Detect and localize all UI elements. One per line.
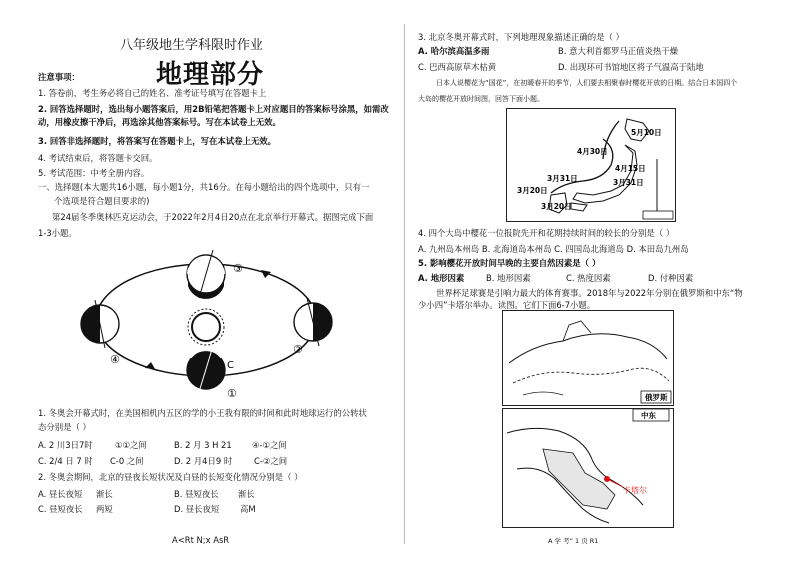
q1-option-a2: ①①之间	[115, 440, 147, 450]
q2-option-a2: 渐长	[96, 489, 113, 499]
earth-orbit-diagram	[75, 242, 355, 400]
passage-japan: 日本人说樱花为“国花”，在初暖春开的季节，人们要去相聚春时樱花开放的日期。结合日本国四个	[436, 79, 738, 87]
q3-option-b: B. 意大利首都罗马正值炎热干燥	[558, 46, 678, 56]
earth-right	[294, 298, 332, 346]
q1-option-d: D. 2 月4日9 时	[174, 456, 233, 466]
question-2: 2. 冬奥会期间，北京的昼夜长短状况及白昼的长短变化情况分别是（ ）	[38, 472, 303, 482]
passage-worldcup-cont: 少小四”卡塔尔举办。读图。它们下面6-7小题。	[418, 300, 596, 310]
q2-option-c: C. 昼短夜长	[38, 504, 83, 514]
russia-label: 俄罗斯	[645, 393, 668, 402]
isoline-label: 3月20日	[517, 186, 548, 195]
q2-option-c2: 两短	[96, 504, 113, 514]
isoline-label: 3月20日	[541, 202, 572, 211]
sun	[192, 313, 220, 341]
q1-option-d2: C-②之间	[254, 456, 288, 466]
q1-option-c: C. 2/4 日 7 时	[38, 456, 93, 466]
question-1: 1. 冬奥会开幕式时，在美国相机内五区的学的小王我有限的时间和此时地球运行的公转状	[38, 408, 367, 418]
mideast-label: 中东	[641, 411, 656, 420]
russia-map	[502, 310, 674, 406]
earth-bottom	[187, 346, 225, 392]
isoline-label: 5月10日	[631, 128, 662, 137]
orbit-arrow	[145, 362, 155, 369]
earth-left	[81, 300, 119, 348]
isoline-label: 3月31日	[613, 178, 644, 187]
middle-east-map	[502, 408, 674, 528]
q3-option-a: A. 哈尔滨高温多雨	[418, 46, 490, 56]
page-title: 地理部分	[156, 60, 265, 90]
earth-top	[187, 250, 225, 299]
orbit-label-3: ③	[233, 262, 243, 275]
section-heading: 一、选择题(本大题共16小题，每小题1分，共16分。在每小题给出的四个选项中，只有一	[38, 182, 370, 192]
passage-japan-cont: 大岛的樱花开放时间图，回答下面小题。	[418, 95, 544, 103]
orbit-label-1: ①	[227, 387, 237, 400]
question-3: 3. 北京冬奥开幕式时，下列地理现象描述正确的是（ ）	[418, 32, 624, 42]
qatar-label: 卡塔尔	[623, 486, 647, 495]
note-1: 1. 答卷前，考生务必将自己的姓名、准考证号填写在答题卡上	[38, 88, 267, 98]
header-subtitle: 八年级地生学科限时作业	[120, 38, 264, 53]
note-4: 4. 考试结束后，将答题卡交回。	[38, 153, 158, 163]
passage-worldcup: 世界杯足球赛是引响力最大的体育赛事。2018年与2022年分别在俄罗斯和中东“物	[436, 288, 743, 298]
page-footer-left: A<Rt N;x AsR	[172, 535, 230, 545]
note-2: 2. 回答选择题时，选出每小题答案后，用2B铅笔把答题卡上对应题目的答案标号涂黑，如需改	[38, 104, 389, 114]
intro-text-cont: 1-3小题。	[38, 228, 77, 238]
q1-option-b2: ④-①之间	[252, 440, 287, 450]
intro-text: 第24届冬季奥林匹克运动会，于2022年2月4日20点在北京举行开幕式。据图完成下面	[52, 212, 374, 222]
q1-option-b: B. 2 月 3 H 21	[174, 440, 232, 450]
question-5: 5. 影响樱花开放时间早晚的主要自然因素是（ ）	[418, 258, 601, 268]
q2-option-b2: 渐长	[238, 489, 255, 499]
note-3: 3. 回答非选择题时，将答案写在答题卡上，写在本试卷上无效。	[38, 136, 277, 146]
q1-option-a: A. 2 川3日7时	[38, 440, 93, 450]
q5-option-d: D. 付种因素	[648, 273, 694, 283]
page-footer-right: A 学 考” 1 页 R1	[548, 537, 599, 545]
sun-rays	[188, 309, 224, 345]
question-4: 4. 四个大岛中樱花一位报院先开和花期持续时间的较长的分别是（ ）	[418, 228, 675, 238]
column-divider	[404, 24, 405, 544]
question-1-cont: 态分别是（ ）	[38, 422, 91, 432]
q5-option-c: C. 热度因素	[566, 273, 611, 283]
note-5: 5. 考试范围：中考全册内容。	[38, 168, 150, 178]
q3-option-d: D. 出现环可书馆地区将子气温高于陆地	[558, 62, 704, 72]
coastline	[509, 334, 667, 363]
q5-option-b: B. 地形因素	[486, 273, 531, 283]
q2-option-d: D. 昼长夜短	[174, 504, 220, 514]
orbit-label-4: ④	[110, 353, 120, 366]
border	[513, 368, 669, 383]
isoline-label: 4月15日	[615, 164, 646, 173]
q2-option-b: B. 昼短夜长	[174, 489, 219, 499]
isoline-label: 4月30日	[577, 147, 608, 156]
q5-option-a: A. 地形因素	[418, 273, 465, 283]
orbit-label-2: ②	[293, 343, 303, 356]
section-heading-cont: 个选项是符合题目要求的)	[54, 196, 150, 206]
notice-label: 注意事项：	[38, 72, 80, 82]
q2-option-a: A. 昼长夜短	[38, 489, 83, 499]
japan-cherry-blossom-map	[506, 108, 676, 222]
isoline-label: 3月31日	[547, 174, 578, 183]
q4-options: A. 九州岛本州岛 B. 北海道岛本州岛 C. 四国岛北海道岛 D. 本田岛九州岛	[418, 244, 689, 254]
q2-option-d2: 高M	[240, 504, 256, 514]
q1-option-c2: C-0 之间	[110, 456, 144, 466]
note-2b: 动，用橡皮擦干净后，再选涂其他答案标号。写在本试卷上无效。	[38, 117, 281, 127]
q3-option-c: C. 巴西高原草木枯黄	[418, 62, 497, 72]
orbit-label-c: C	[227, 360, 234, 371]
shikoku-outline	[571, 203, 587, 211]
